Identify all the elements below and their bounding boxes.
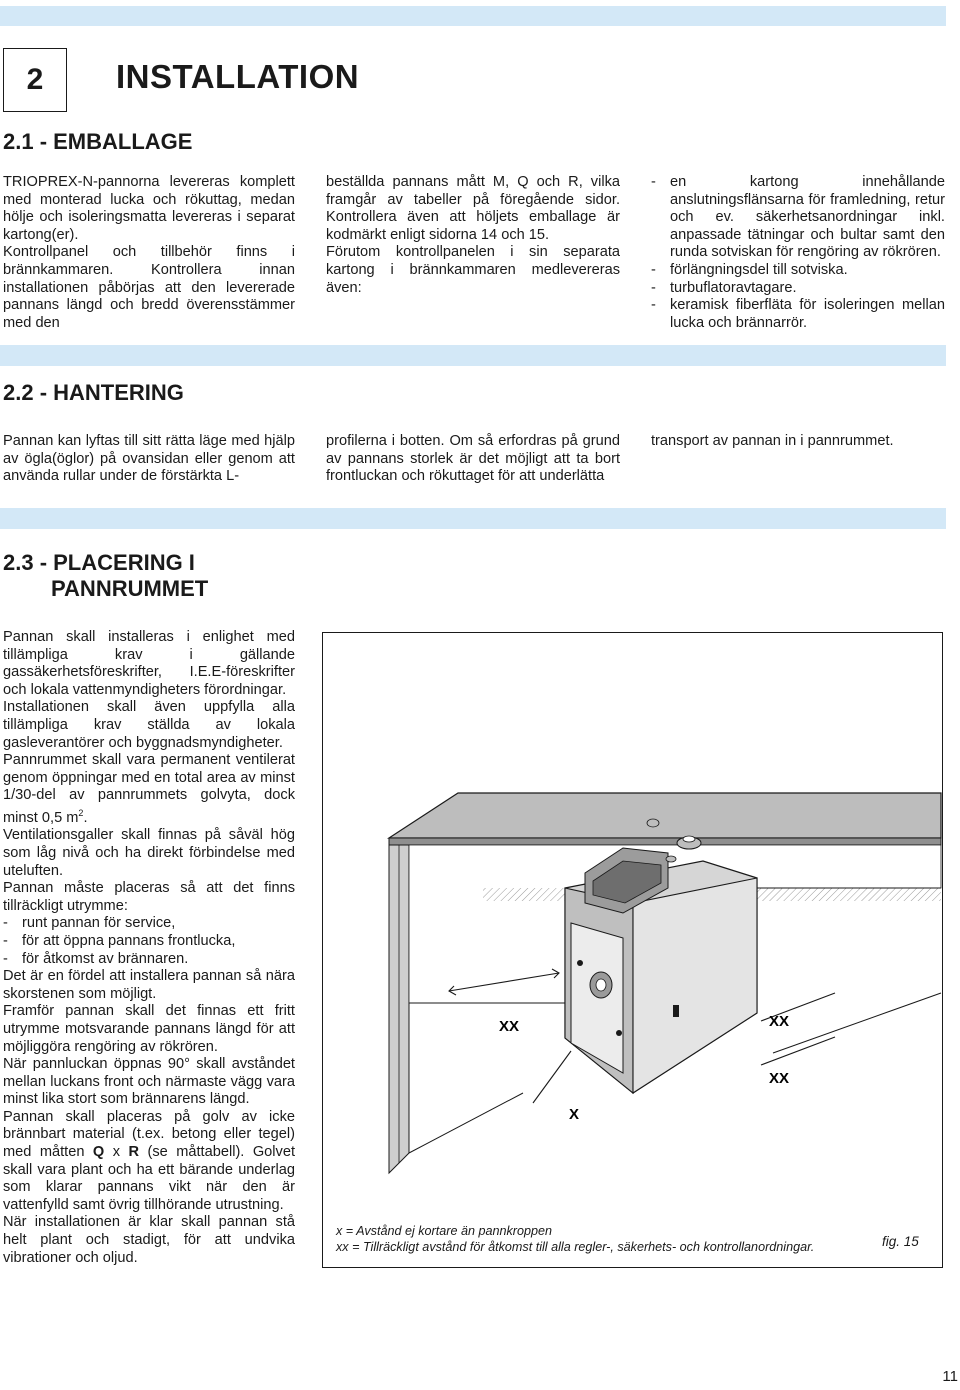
list-item: - för åtkomst av brännaren. xyxy=(3,950,189,967)
paragraph: Kontrollpanel och tillbehör finns i brännkammaren. Kontrollera innan installationen påbörjas att den levererade pannans längd och bredd överensstämmer med den xyxy=(3,244,295,331)
hantering-column-1 xyxy=(3,433,295,486)
section-heading-emballage: 2.1 - EMBALLAGE xyxy=(3,129,193,154)
hantering-column-2 xyxy=(326,433,620,486)
paragraph: Det är en fördel att installera pannan så nära skorstenen som möjligt. xyxy=(3,968,295,1002)
figure-frame xyxy=(322,632,943,1268)
paragraph: Pannan skall placeras på golv av icke brännbart material (t.ex. betong eller tegel) med måtten Q x R (se måttabell). Golvet skall vara plant och ha ett bärande underlag som klarar pannans vikt när den är vattenfylld samt övrig tillhörande utrustning. xyxy=(3,1108,295,1213)
paragraph: Förutom kontrollpanelen i sin separata kartong i brännkammaren medlevereras även: xyxy=(326,244,620,296)
list-item: - keramisk fiberfläta för isoleringen mellan lucka och brännarrör. xyxy=(651,297,945,331)
paragraph: Pannan måste placeras så att det finns tillräckligt utrymme: xyxy=(3,880,295,914)
list-item: - en kartong innehållande anslutningsflänsarna för framledning, retur och ev. säkerhetsanordningar inkl. anpassade tätningar och bultar samt den runda sotviskan för rengöring av rökrören. xyxy=(651,174,945,261)
hantering-column-3 xyxy=(651,433,945,451)
chapter-number: 2 xyxy=(3,48,67,112)
paragraph: Installationen skall även uppfylla alla tillämpliga krav ställda av lokala gasleverantörer och byggnadsmyndigheter. xyxy=(3,699,295,751)
emballage-column-2 xyxy=(326,174,620,297)
paragraph: transport av pannan in i pannrummet. xyxy=(651,433,894,449)
dimension-label-xx: XX xyxy=(499,1018,520,1035)
list-item: - runt pannan för service, xyxy=(3,915,176,932)
heading-line: 2.3 - PLACERING I xyxy=(3,550,195,575)
header-band xyxy=(0,6,946,26)
section-divider-band xyxy=(0,508,946,529)
paragraph: När installationen är klar skall pannan stå helt plant och stadigt, för att undvika vibrationer och oljud. xyxy=(3,1214,295,1266)
section-heading-hantering: 2.2 - HANTERING xyxy=(3,380,184,405)
paragraph: Pannrummet skall vara permanent ventilerat genom öppningar med en total area av minst 1/30-del av pannrummets golvyta, dock minst 0,5 $m^2$. xyxy=(3,752,295,826)
paragraph: När pannluckan öppnas 90° skall avståndet mellan luckans front och närmaste vägg vara minst lika stort som brännarens längd. xyxy=(3,1056,295,1108)
placering-column xyxy=(3,629,295,1267)
dimension-label-xx: XX xyxy=(769,1070,790,1087)
list-item: - för att öppna pannans frontlucka, xyxy=(3,932,236,949)
chapter-title: INSTALLATION xyxy=(116,58,360,95)
heading-line: PANNRUMMET xyxy=(51,576,209,601)
paragraph: Pannan skall installeras i enlighet med tillämpliga krav i gällande gassäkerhetsföreskrifter, I.E.E-föreskrifter och lokala vattenmyndigheters förordningar. xyxy=(3,629,295,698)
section-divider-band xyxy=(0,345,946,366)
paragraph: TRIOPREX-N-pannorna levereras komplett med monterad lucka och rökuttag, medan hölje och isoleringsmatta levereras i separat kartong(er). xyxy=(3,174,295,243)
boiler-room-illustration xyxy=(323,633,942,1267)
list-item: - turbuflatoravtagare. xyxy=(651,279,797,296)
dimension-label-x: X xyxy=(569,1106,580,1123)
page-number: 11 xyxy=(942,1368,958,1385)
caption-line: x = Avstånd ej kortare än pannkroppen xyxy=(336,1224,552,1238)
dimension-label-xx: XX xyxy=(769,1013,790,1030)
list-item: - förlängningsdel till sotviska. xyxy=(651,261,848,278)
paragraph: beställda pannans mått M, Q och R, vilka framgår av tabeller på föregående sidor. Kontrollera även att höljets emballage är kodmärkt enligt sidorna 14 och 15. xyxy=(326,174,620,243)
paragraph: Pannan kan lyftas till sitt rätta läge med hjälp av ögla(öglor) på ovansidan eller genom att använda rullar under de förstärkta L- xyxy=(3,433,295,485)
paragraph: profilerna i botten. Om så erfordras på grund av pannans storlek är det möjligt att ta bort frontluckan och rökuttaget för att underlätta xyxy=(326,433,620,485)
figure-caption xyxy=(336,1223,814,1255)
section-heading-placering xyxy=(3,550,208,602)
figure-label: fig. 15 xyxy=(882,1234,919,1249)
emballage-column-3 xyxy=(651,174,945,332)
paragraph: Ventilationsgaller skall finnas på såväl hög som låg nivå och ha direkt förbindelse med uteluften. xyxy=(3,827,295,879)
caption-line: xx = Tillräckligt avstånd för åtkomst till alla regler-, säkerhets- och kontrollanordningar. xyxy=(336,1240,815,1254)
emballage-column-1 xyxy=(3,174,295,332)
paragraph: Framför pannan skall det finnas ett fritt utrymme motsvarande pannans längd för att möjliggöra rengöring av rökrören. xyxy=(3,1003,295,1055)
